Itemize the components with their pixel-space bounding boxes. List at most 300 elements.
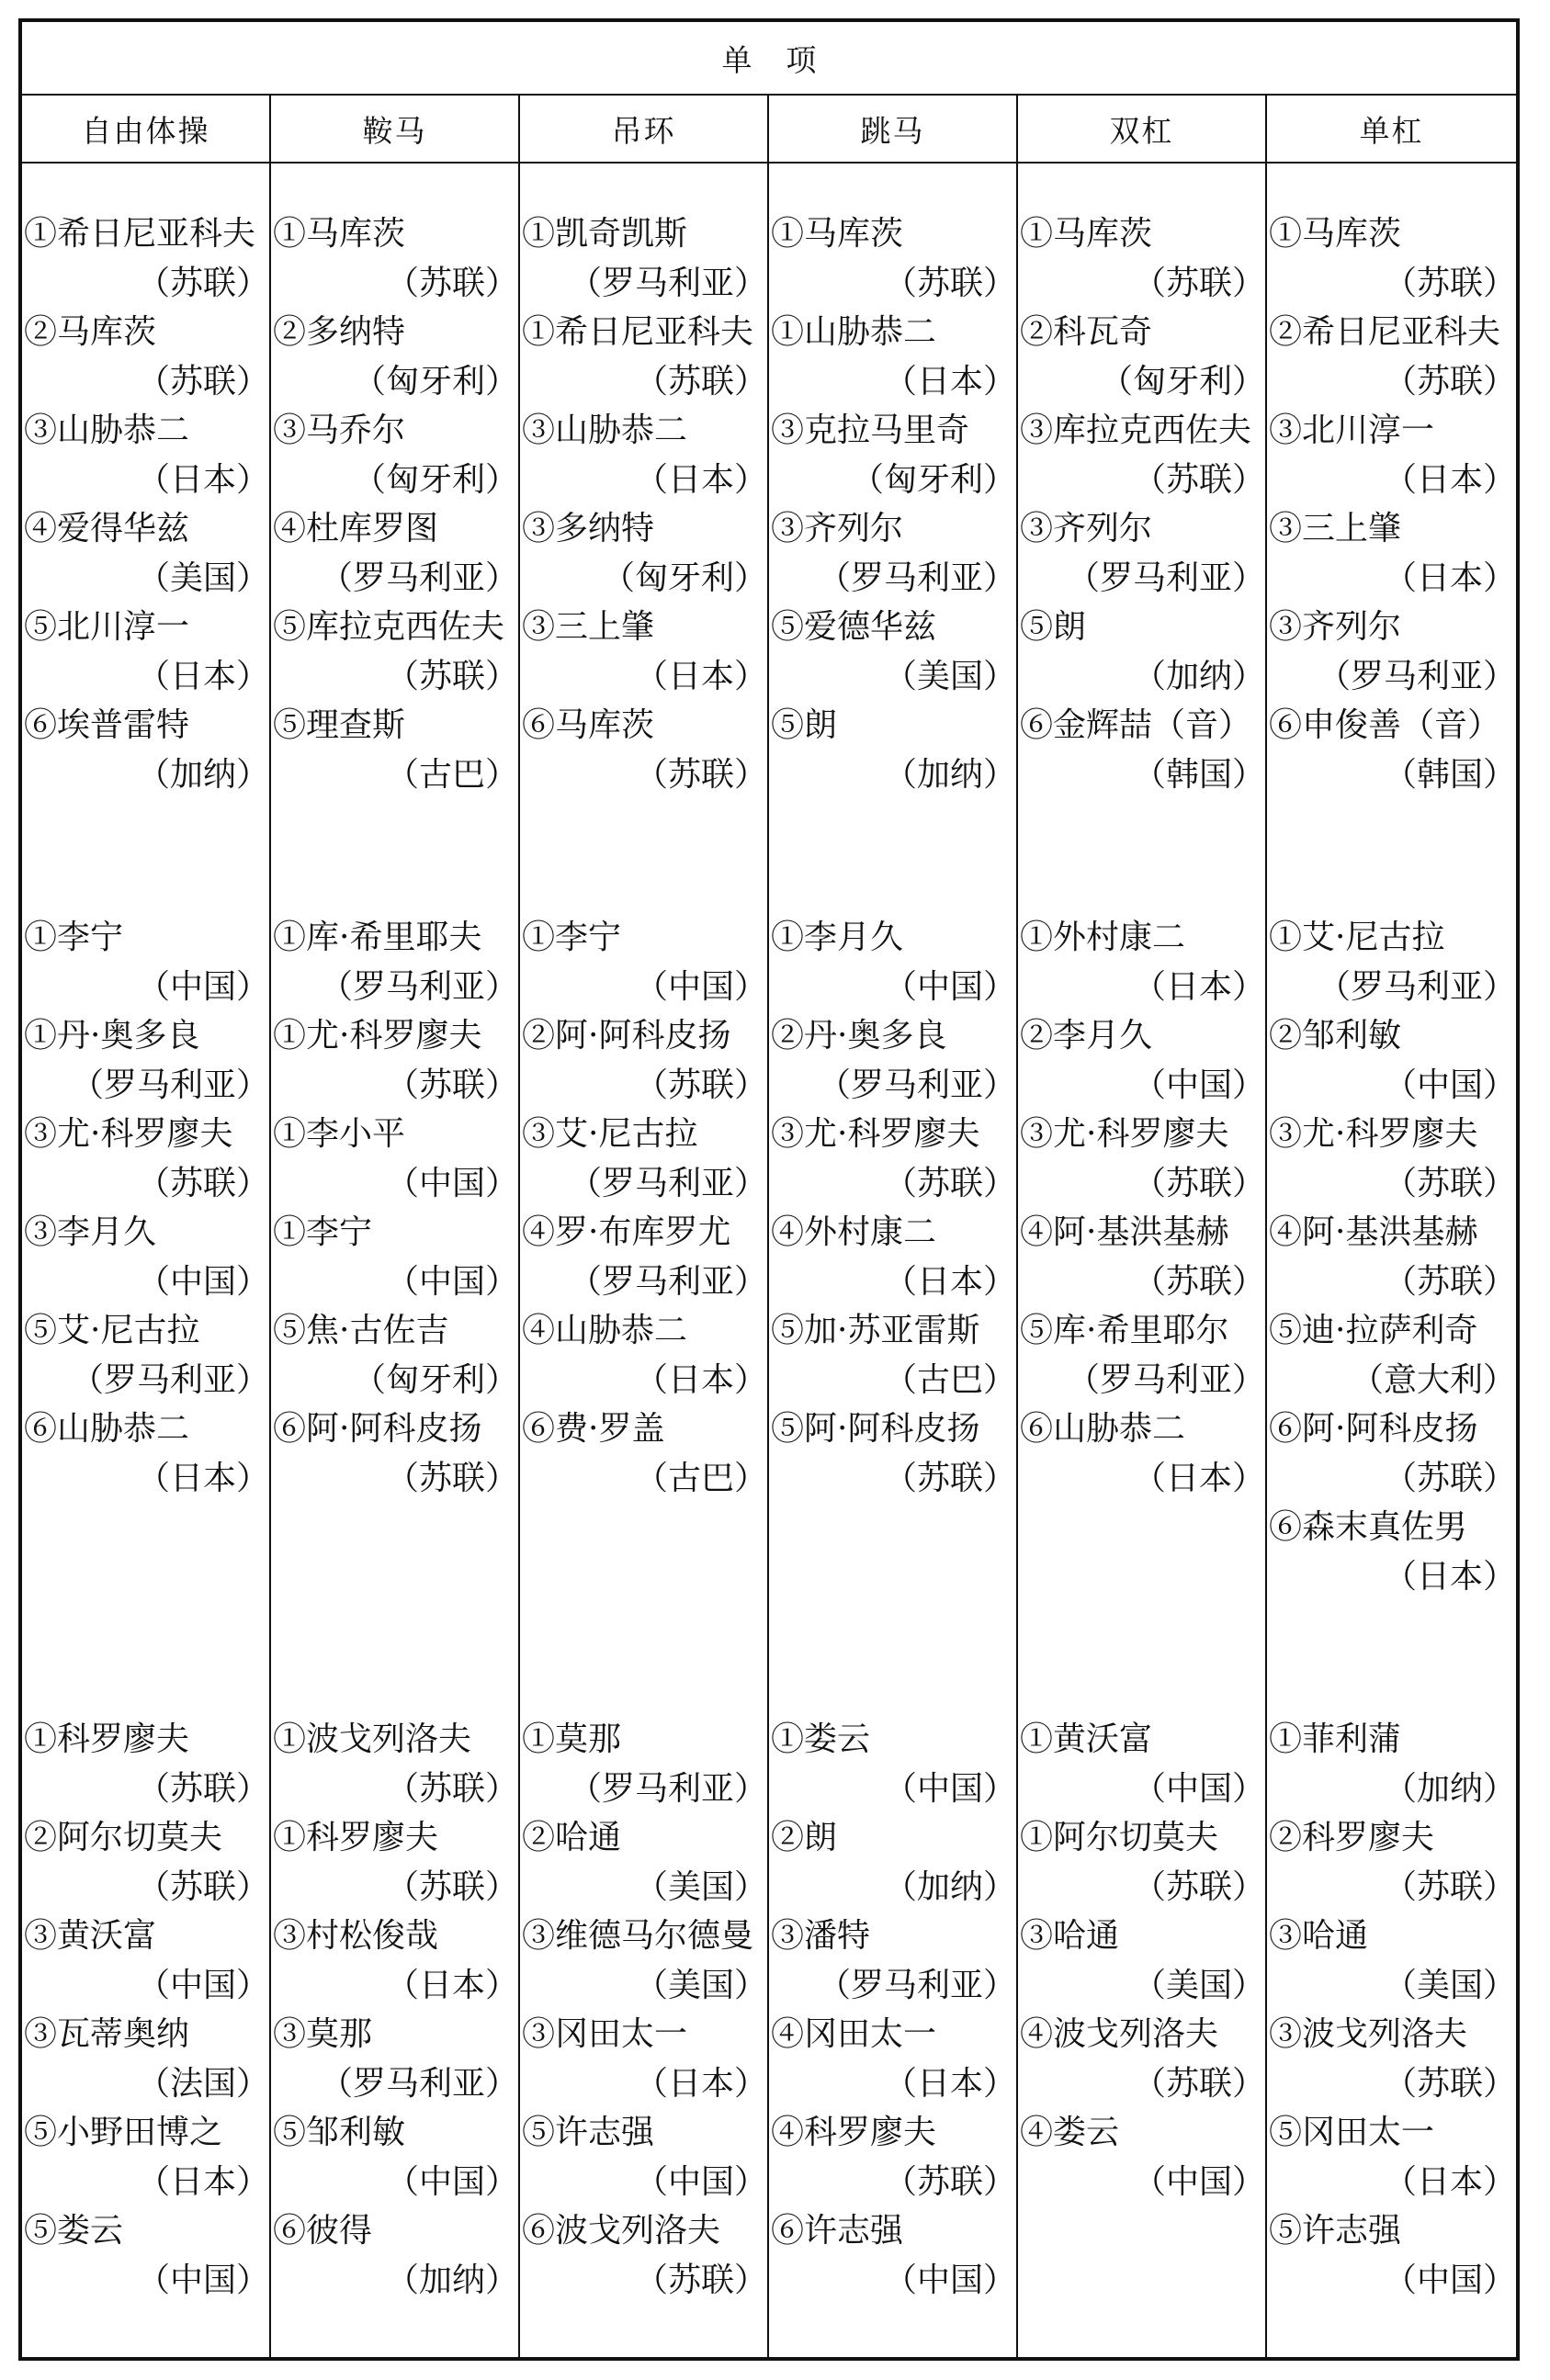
athlete-name: 科罗廖夫 (306, 1819, 439, 1856)
result-entry (769, 1912, 1016, 2010)
rank-number: ④ (1020, 1213, 1054, 1251)
parallel-bars-results-cell (1018, 1715, 1267, 2357)
country-label: （苏联） (385, 1867, 518, 1906)
athlete-name: 邹利敏 (1302, 1017, 1402, 1055)
athlete-name: 希日尼亚科夫 (555, 313, 754, 351)
rank-number: ④ (273, 510, 307, 547)
athlete-name: 冈田太一 (1302, 2114, 1435, 2151)
country-label: （美国） (883, 657, 1016, 695)
athlete-name: 潘特 (804, 1917, 871, 1955)
result-entry (520, 1110, 767, 1208)
country-label: （苏联） (385, 1459, 518, 1497)
athlete-line (769, 1208, 1016, 1258)
result-entry (271, 1912, 518, 2010)
rank-number: ⑤ (1020, 608, 1054, 646)
athlete-name: 库·希里耶夫 (306, 919, 482, 956)
result-entry (271, 2206, 518, 2305)
rank-number: ② (24, 1819, 58, 1856)
result-entry (22, 603, 269, 701)
athlete-line (22, 1306, 269, 1356)
country-label: （罗马利亚） (817, 1966, 1016, 2004)
rank-number: ⑤ (771, 608, 805, 646)
athlete-line (1018, 2010, 1265, 2059)
result-entry (271, 1715, 518, 1813)
rank-number: ② (771, 1819, 805, 1856)
country-label: （美国） (634, 1867, 767, 1906)
athlete-name: 尤·科罗廖夫 (57, 1115, 233, 1153)
athlete-name: 冈田太一 (555, 2015, 688, 2053)
rank-number: ① (522, 1720, 556, 1758)
rank-number: ① (522, 919, 556, 956)
country-label: （古巴） (385, 755, 518, 794)
country-label: （苏联） (1383, 1164, 1516, 1202)
athlete-name: 尤·科罗廖夫 (1053, 1115, 1229, 1153)
rank-number: ① (1020, 215, 1054, 253)
rank-number: ⑥ (24, 706, 58, 744)
athlete-name: 北川淳一 (1302, 412, 1435, 449)
country-label: （苏联） (634, 362, 767, 400)
athlete-name: 瓦蒂奥纳 (57, 2015, 190, 2053)
result-entry (1267, 1208, 1516, 1306)
country-label: （中国） (136, 2261, 269, 2299)
athlete-name: 马库茨 (306, 215, 406, 253)
rank-number: ① (771, 215, 805, 253)
result-entry (1267, 1715, 1516, 1813)
athlete-line (1018, 504, 1265, 554)
country-label: （罗马利亚） (319, 2064, 518, 2103)
result-entry (520, 603, 767, 701)
rank-number: ① (24, 1017, 58, 1055)
country-label: （古巴） (634, 1459, 767, 1497)
rank-number: ③ (1020, 412, 1054, 449)
athlete-name: 科罗廖夫 (1302, 1819, 1435, 1856)
athlete-line (271, 1813, 518, 1863)
result-entry (1267, 1306, 1516, 1404)
result-entry (22, 2108, 269, 2206)
result-entry (769, 308, 1016, 406)
result-entry (22, 913, 269, 1011)
rank-number: ⑤ (1269, 1312, 1303, 1349)
result-entry (1018, 1208, 1265, 1306)
athlete-line (769, 2010, 1016, 2059)
athlete-name: 艾·尼古拉 (57, 1312, 200, 1349)
rank-number: ③ (1269, 412, 1303, 449)
country-label: （加纳） (385, 2261, 518, 2299)
athlete-name: 李宁 (555, 919, 622, 956)
result-entry (271, 308, 518, 406)
result-entry (520, 406, 767, 504)
rank-number: ② (522, 1017, 556, 1055)
athlete-name: 齐列尔 (804, 510, 904, 547)
athlete-line (271, 1912, 518, 1961)
rank-number: ⑤ (273, 2114, 307, 2151)
result-entry (769, 1011, 1016, 1110)
athlete-name: 阿尔切莫夫 (57, 1819, 223, 1856)
country-label: （日本） (136, 1459, 269, 1497)
athlete-name: 费·罗盖 (555, 1410, 665, 1448)
country-label: （罗马利亚） (70, 1066, 269, 1104)
athlete-name: 李宁 (306, 1213, 373, 1251)
results-body (22, 164, 1516, 2357)
athlete-line (271, 701, 518, 750)
athlete-name: 波戈列洛夫 (306, 1720, 472, 1758)
athlete-name: 山胁恭二 (57, 412, 190, 449)
athlete-line (769, 1404, 1016, 1454)
athlete-name: 三上肇 (1302, 510, 1402, 547)
athlete-name: 库·希里耶尔 (1053, 1312, 1229, 1349)
rank-number: ② (1020, 1017, 1054, 1055)
athlete-line (769, 1912, 1016, 1961)
athlete-name: 李月久 (57, 1213, 157, 1251)
athlete-name: 李月久 (804, 919, 904, 956)
athlete-line (769, 2206, 1016, 2256)
athlete-line (1018, 913, 1265, 963)
athlete-name: 齐列尔 (1302, 608, 1402, 646)
country-label: （日本） (634, 460, 767, 499)
athlete-name: 申俊善（音） (1302, 706, 1501, 744)
athlete-line (271, 2206, 518, 2256)
athlete-name: 黄沃富 (1053, 1720, 1153, 1758)
athlete-name: 山胁恭二 (555, 412, 688, 449)
result-entry (1267, 1912, 1516, 2010)
rank-number: ② (1269, 1017, 1303, 1055)
athlete-line (520, 2206, 767, 2256)
rank-number: ⑥ (273, 1410, 307, 1448)
country-label: （苏联） (1383, 1262, 1516, 1301)
athlete-line (1267, 2206, 1516, 2256)
country-label: （苏联） (634, 1066, 767, 1104)
floor-exercise-results-cell (22, 164, 271, 913)
athlete-name: 库拉克西佐夫 (306, 608, 505, 646)
country-label: （中国） (385, 1262, 518, 1301)
athlete-name: 阿尔切莫夫 (1053, 1819, 1219, 1856)
rank-number: ① (1020, 919, 1054, 956)
country-label: （中国） (1132, 1066, 1265, 1104)
rank-number: ① (1020, 1819, 1054, 1856)
athlete-line (769, 406, 1016, 456)
rank-number: ⑥ (1020, 1410, 1054, 1448)
result-entry (22, 308, 269, 406)
rank-number: ③ (1269, 510, 1303, 547)
rank-number: ① (273, 1017, 307, 1055)
result-entry (271, 1404, 518, 1503)
athlete-line (22, 406, 269, 456)
athlete-name: 哈通 (1302, 1917, 1369, 1955)
rank-number: ③ (1269, 1115, 1303, 1153)
athlete-name: 李宁 (57, 919, 124, 956)
result-entry (1267, 603, 1516, 701)
result-entry (1267, 1110, 1516, 1208)
athlete-line (769, 504, 1016, 554)
athlete-line (769, 603, 1016, 652)
rank-number: ⑥ (1269, 1508, 1303, 1546)
athlete-name: 凯奇凯斯 (555, 215, 688, 253)
country-label: （美国） (634, 1966, 767, 2004)
athlete-line (520, 209, 767, 259)
rank-number: ① (273, 1213, 307, 1251)
result-entry (520, 2108, 767, 2206)
athlete-line (1267, 1011, 1516, 1061)
athlete-line (271, 1208, 518, 1258)
result-entry (1267, 913, 1516, 1011)
table-title: 单 项 (22, 22, 1516, 96)
athlete-line (1267, 2010, 1516, 2059)
athlete-line (1018, 1813, 1265, 1863)
athlete-name: 阿·阿科皮扬 (1302, 1410, 1478, 1448)
athlete-line (1267, 1404, 1516, 1454)
country-label: （中国） (883, 2261, 1016, 2299)
country-label: （日本） (1132, 1459, 1265, 1497)
country-label: （匈牙利） (352, 1360, 518, 1399)
result-entry (1018, 2010, 1265, 2108)
athlete-name: 焦·古佐吉 (306, 1312, 449, 1349)
result-entry (520, 2206, 767, 2305)
rank-number: ⑤ (1269, 2212, 1303, 2250)
athlete-name: 森末真佐男 (1302, 1508, 1468, 1546)
athlete-line (1018, 1208, 1265, 1258)
athlete-name: 朗 (804, 706, 838, 744)
rank-number: ③ (771, 412, 805, 449)
result-entry (271, 913, 518, 1011)
rank-number: ① (1269, 1720, 1303, 1758)
athlete-name: 多纳特 (555, 510, 655, 547)
country-label: （韩国） (1132, 755, 1265, 794)
athlete-line (769, 1813, 1016, 1863)
result-entry (271, 603, 518, 701)
rank-number: ⑥ (1020, 706, 1054, 744)
rank-number: ① (522, 313, 556, 351)
athlete-line (1267, 209, 1516, 259)
horizontal-bar-results-cell (1267, 1715, 1516, 2357)
athlete-name: 菲利蒲 (1302, 1720, 1402, 1758)
athlete-name: 波戈列洛夫 (1302, 2015, 1468, 2053)
result-entry (1018, 1912, 1265, 2010)
country-label: （美国） (1132, 1966, 1265, 2004)
still-rings-results-cell (520, 1715, 769, 2357)
result-entry (1018, 1404, 1265, 1503)
athlete-name: 山胁恭二 (1053, 1410, 1186, 1448)
athlete-name: 维德马尔德曼 (555, 1917, 754, 1955)
athlete-name: 马库茨 (1053, 215, 1153, 253)
result-entry (1267, 1503, 1516, 1601)
athlete-name: 科罗廖夫 (57, 1720, 190, 1758)
country-label: （匈牙利） (1099, 362, 1265, 400)
athlete-name: 库拉克西佐夫 (1053, 412, 1252, 449)
country-label: （苏联） (634, 755, 767, 794)
result-entry (520, 701, 767, 799)
athlete-line (1267, 913, 1516, 963)
result-entry (22, 1912, 269, 2010)
athlete-line (271, 406, 518, 456)
result-entry (520, 504, 767, 603)
country-label: （匈牙利） (352, 460, 518, 499)
athlete-name: 马库茨 (804, 215, 904, 253)
country-label: （加纳） (883, 755, 1016, 794)
rank-number: ③ (771, 1917, 805, 1955)
country-label: （苏联） (136, 1867, 269, 1906)
country-label: （中国） (1383, 2261, 1516, 2299)
parallel-bars-header: 双杠 (1018, 96, 1267, 162)
athlete-line (769, 701, 1016, 750)
athlete-name: 娄云 (804, 1720, 871, 1758)
country-label: （苏联） (1132, 460, 1265, 499)
athlete-line (1267, 1813, 1516, 1863)
athlete-line (1018, 209, 1265, 259)
rank-number: ① (273, 919, 307, 956)
athlete-line (520, 1715, 767, 1765)
pommel-horse-results-cell (271, 913, 520, 1715)
country-label: （日本） (883, 2064, 1016, 2103)
result-entry (1018, 406, 1265, 504)
athlete-name: 尤·科罗廖夫 (1302, 1115, 1478, 1153)
result-entry (1018, 701, 1265, 799)
result-entry (520, 1404, 767, 1503)
result-entry (769, 1208, 1016, 1306)
athlete-line (1018, 701, 1265, 750)
country-label: （中国） (136, 1966, 269, 2004)
country-label: （罗马利亚） (817, 1066, 1016, 1104)
athlete-name: 金辉喆（音） (1053, 706, 1252, 744)
rank-number: ③ (522, 1115, 556, 1153)
athlete-name: 爱德华兹 (804, 608, 937, 646)
athlete-line (1267, 1110, 1516, 1159)
rank-number: ② (273, 313, 307, 351)
athlete-name: 哈通 (555, 1819, 622, 1856)
athlete-line (271, 1404, 518, 1454)
athlete-name: 希日尼亚科夫 (57, 215, 256, 253)
rank-number: ⑥ (1269, 706, 1303, 744)
horizontal-bar-header: 单杠 (1359, 112, 1424, 149)
country-label: （苏联） (1132, 2064, 1265, 2103)
athlete-line (520, 2108, 767, 2158)
athlete-line (271, 308, 518, 357)
athlete-name: 许志强 (1302, 2212, 1402, 2250)
athlete-line (769, 308, 1016, 357)
result-entry (520, 2010, 767, 2108)
athlete-name: 罗·布库罗尤 (555, 1213, 731, 1251)
country-label: （美国） (1383, 1966, 1516, 2004)
result-entry (520, 1306, 767, 1404)
vault-results-cell (769, 1715, 1018, 2357)
result-entry (22, 209, 269, 308)
athlete-name: 波戈列洛夫 (555, 2212, 721, 2250)
athlete-line (1018, 2108, 1265, 2158)
rank-number: ③ (273, 2015, 307, 2053)
country-label: （日本） (1383, 2162, 1516, 2201)
country-label: （匈牙利） (352, 362, 518, 400)
rank-number: ③ (273, 1917, 307, 1955)
country-label: （日本） (634, 2064, 767, 2103)
result-entry (1267, 504, 1516, 603)
country-label: （中国） (883, 1769, 1016, 1808)
athlete-line (1267, 1503, 1516, 1552)
country-label: （中国） (385, 2162, 518, 2201)
result-entry (1267, 2108, 1516, 2206)
country-label: （苏联） (1132, 1867, 1265, 1906)
result-entry (22, 2010, 269, 2108)
athlete-line (22, 701, 269, 750)
result-entry (1018, 308, 1265, 406)
result-entry (22, 504, 269, 603)
result-entry (769, 209, 1016, 308)
rank-number: ① (24, 215, 58, 253)
country-label: （苏联） (385, 1769, 518, 1808)
result-entry (769, 701, 1016, 799)
rank-number: ③ (771, 510, 805, 547)
rank-number: ① (273, 215, 307, 253)
country-label: （中国） (1132, 2162, 1265, 2201)
rank-number: ③ (522, 1917, 556, 1955)
athlete-line (520, 1912, 767, 1961)
athlete-name: 三上肇 (555, 608, 655, 646)
athlete-name: 小野田博之 (57, 2114, 223, 2151)
country-label: （日本） (883, 362, 1016, 400)
rank-number: ⑤ (771, 1410, 805, 1448)
athlete-line (769, 1110, 1016, 1159)
country-label: （加纳） (883, 1867, 1016, 1906)
country-label: （苏联） (385, 264, 518, 302)
country-label: （法国） (136, 2064, 269, 2103)
athlete-name: 齐列尔 (1053, 510, 1153, 547)
result-entry (769, 913, 1016, 1011)
athlete-line (271, 2010, 518, 2059)
country-label: （日本） (634, 657, 767, 695)
country-label: （罗马利亚） (1066, 1360, 1265, 1399)
athlete-line (769, 913, 1016, 963)
rank-number: ① (1269, 215, 1303, 253)
result-entry (769, 2206, 1016, 2305)
rank-number: ② (1020, 313, 1054, 351)
rank-number: ① (771, 1720, 805, 1758)
result-entry (271, 209, 518, 308)
result-entry (271, 1011, 518, 1110)
athlete-line (22, 2010, 269, 2059)
athlete-line (1018, 1715, 1265, 1765)
athlete-line (520, 406, 767, 456)
rank-number: ⑥ (522, 1410, 556, 1448)
rank-number: ① (273, 1819, 307, 1856)
athlete-name: 山胁恭二 (57, 1410, 190, 1448)
athlete-line (769, 2108, 1016, 2158)
athlete-name: 艾·尼古拉 (1302, 919, 1445, 956)
athlete-line (769, 1715, 1016, 1765)
rank-number: ③ (24, 1213, 58, 1251)
rank-number: ① (24, 1720, 58, 1758)
athlete-name: 科瓦奇 (1053, 313, 1153, 351)
rank-number: ③ (1269, 1917, 1303, 1955)
rank-number: ⑤ (24, 2114, 58, 2151)
country-label: （加纳） (1132, 657, 1265, 695)
athlete-line (271, 1110, 518, 1159)
rank-number: ① (771, 313, 805, 351)
country-label: （日本） (883, 1262, 1016, 1301)
rank-number: ② (1269, 1819, 1303, 1856)
rank-number: ④ (1020, 2114, 1054, 2151)
country-label: （罗马利亚） (568, 264, 767, 302)
athlete-name: 朗 (1053, 608, 1087, 646)
athlete-name: 科罗廖夫 (804, 2114, 937, 2151)
rank-number: ⑤ (24, 2212, 58, 2250)
country-label: （中国） (634, 967, 767, 1006)
athlete-name: 邹利敏 (306, 2114, 406, 2151)
country-label: （中国） (385, 1164, 518, 1202)
horizontal-bar-results-cell (1267, 164, 1516, 913)
athlete-line (22, 1110, 269, 1159)
rank-number: ③ (24, 2015, 58, 2053)
athlete-line (520, 2010, 767, 2059)
athlete-name: 马库茨 (57, 313, 157, 351)
country-label: （苏联） (1383, 1867, 1516, 1906)
